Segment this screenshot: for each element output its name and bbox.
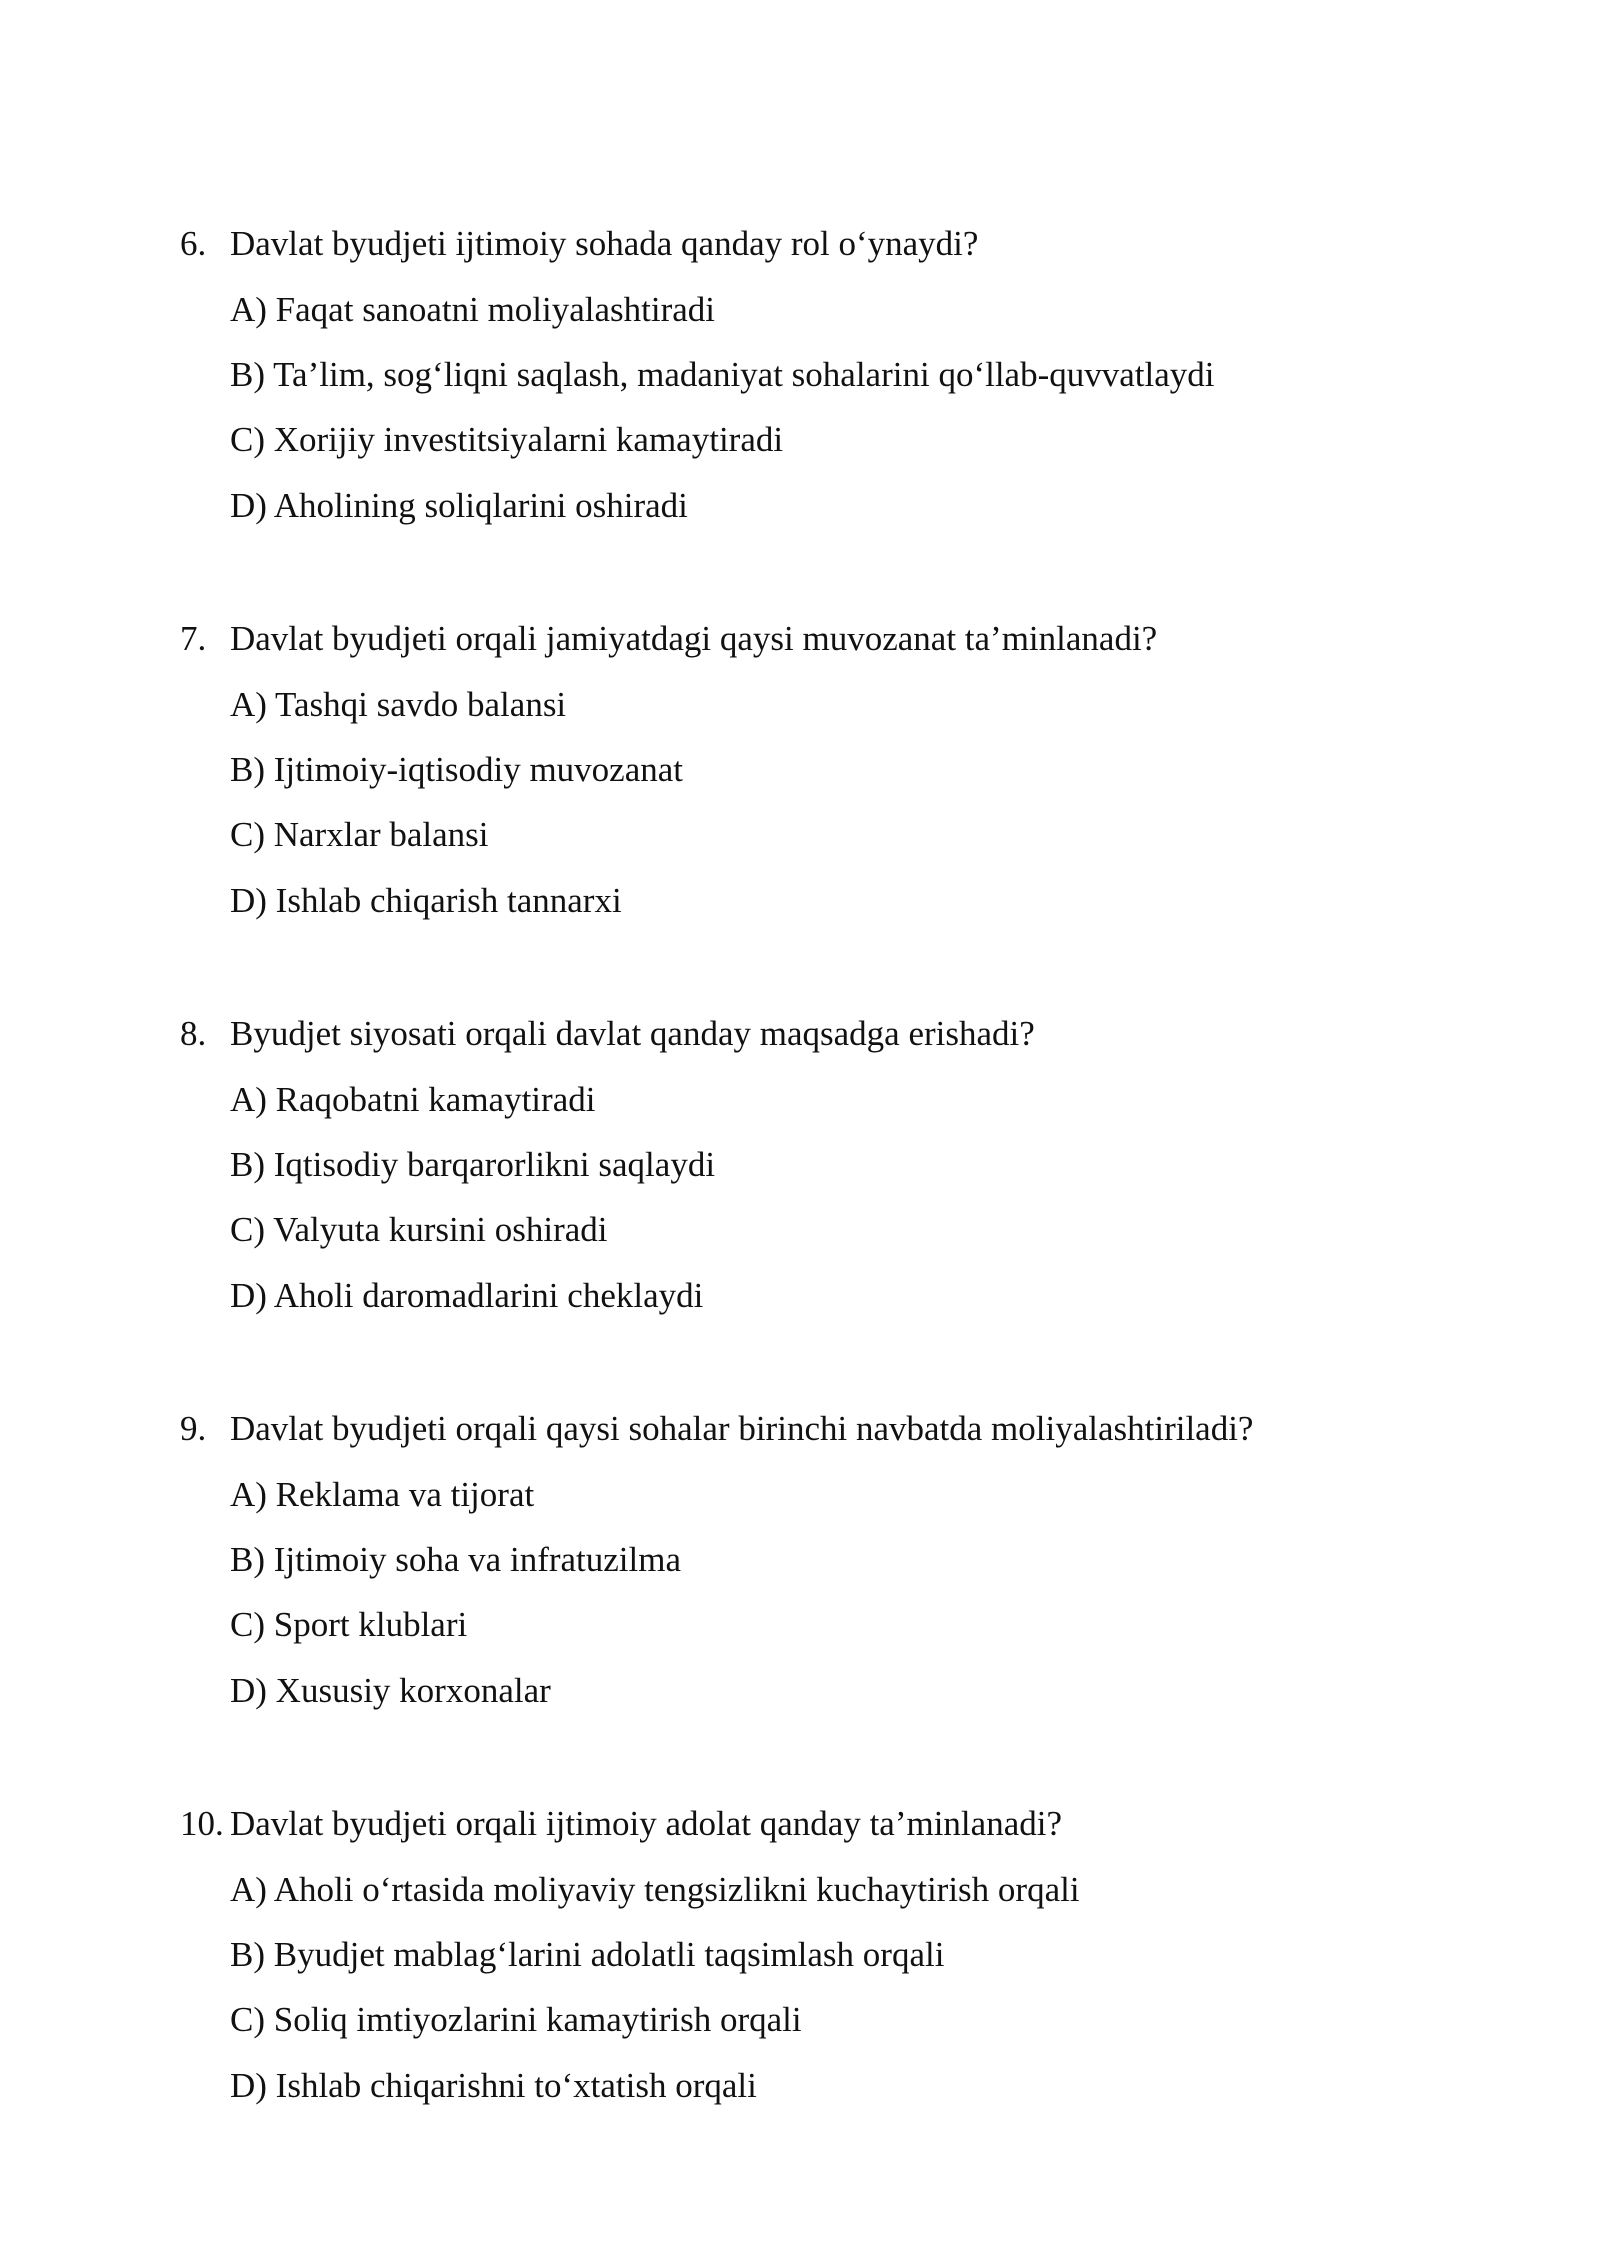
option-a: A) Reklama va tijorat bbox=[230, 1475, 535, 1514]
question-text: Davlat byudjeti orqali jamiyatdagi qaysi muvozanat ta’minlanadi? bbox=[230, 619, 1158, 658]
option-b: B) Ijtimoiy soha va infratuzilma bbox=[230, 1540, 682, 1579]
option-a: A) Tashqi savdo balansi bbox=[230, 685, 567, 724]
option-d: D) Aholining soliqlarini oshiradi bbox=[230, 486, 688, 525]
question-line bbox=[180, 615, 1157, 663]
option-c: C) Xorijiy investitsiyalarni kamaytiradi bbox=[230, 420, 784, 459]
question-line bbox=[180, 1010, 1035, 1058]
question-number: 9. bbox=[180, 1409, 207, 1448]
option-b: B) Ijtimoiy-iqtisodiy muvozanat bbox=[230, 750, 684, 789]
question-number: 6. bbox=[180, 224, 207, 263]
option-a: A) Raqobatni kamaytiradi bbox=[230, 1080, 596, 1119]
question-line bbox=[180, 220, 978, 268]
question-line bbox=[180, 1800, 1062, 1848]
question-number: 10. bbox=[180, 1804, 224, 1843]
question-line bbox=[180, 1405, 1253, 1453]
option-c: C) Narxlar balansi bbox=[230, 815, 489, 854]
option-c: C) Valyuta kursini oshiradi bbox=[230, 1210, 608, 1249]
question-number: 7. bbox=[180, 619, 207, 658]
option-c: C) Soliq imtiyozlarini kamaytirish orqali bbox=[230, 2000, 802, 2039]
question-text: Byudjet siyosati orqali davlat qanday maqsadga erishadi? bbox=[230, 1014, 1035, 1053]
option-b: B) Byudjet mablag‘larini adolatli taqsimlash orqali bbox=[230, 1935, 945, 1974]
question-number: 8. bbox=[180, 1014, 207, 1053]
option-a: A) Faqat sanoatni moliyalashtiradi bbox=[230, 290, 716, 329]
option-b: B) Ta’lim, sog‘liqni saqlash, madaniyat sohalarini qo‘llab-quvvatlaydi bbox=[230, 355, 1215, 394]
option-d: D) Ishlab chiqarishni to‘xtatish orqali bbox=[230, 2066, 757, 2105]
option-d: D) Xususiy korxonalar bbox=[230, 1671, 551, 1710]
option-b: B) Iqtisodiy barqarorlikni saqlaydi bbox=[230, 1145, 716, 1184]
option-c: C) Sport klublari bbox=[230, 1605, 468, 1644]
question-text: Davlat byudjeti orqali ijtimoiy adolat qanday ta’minlanadi? bbox=[230, 1804, 1062, 1843]
option-d: D) Ishlab chiqarish tannarxi bbox=[230, 881, 622, 920]
option-a: A) Aholi o‘rtasida moliyaviy tengsizlikni kuchaytirish orqali bbox=[230, 1870, 1080, 1909]
option-d: D) Aholi daromadlarini cheklaydi bbox=[230, 1276, 704, 1315]
question-text: Davlat byudjeti ijtimoiy sohada qanday rol o‘ynaydi? bbox=[230, 224, 979, 263]
question-text: Davlat byudjeti orqali qaysi sohalar birinchi navbatda moliyalashtiriladi? bbox=[230, 1409, 1254, 1448]
